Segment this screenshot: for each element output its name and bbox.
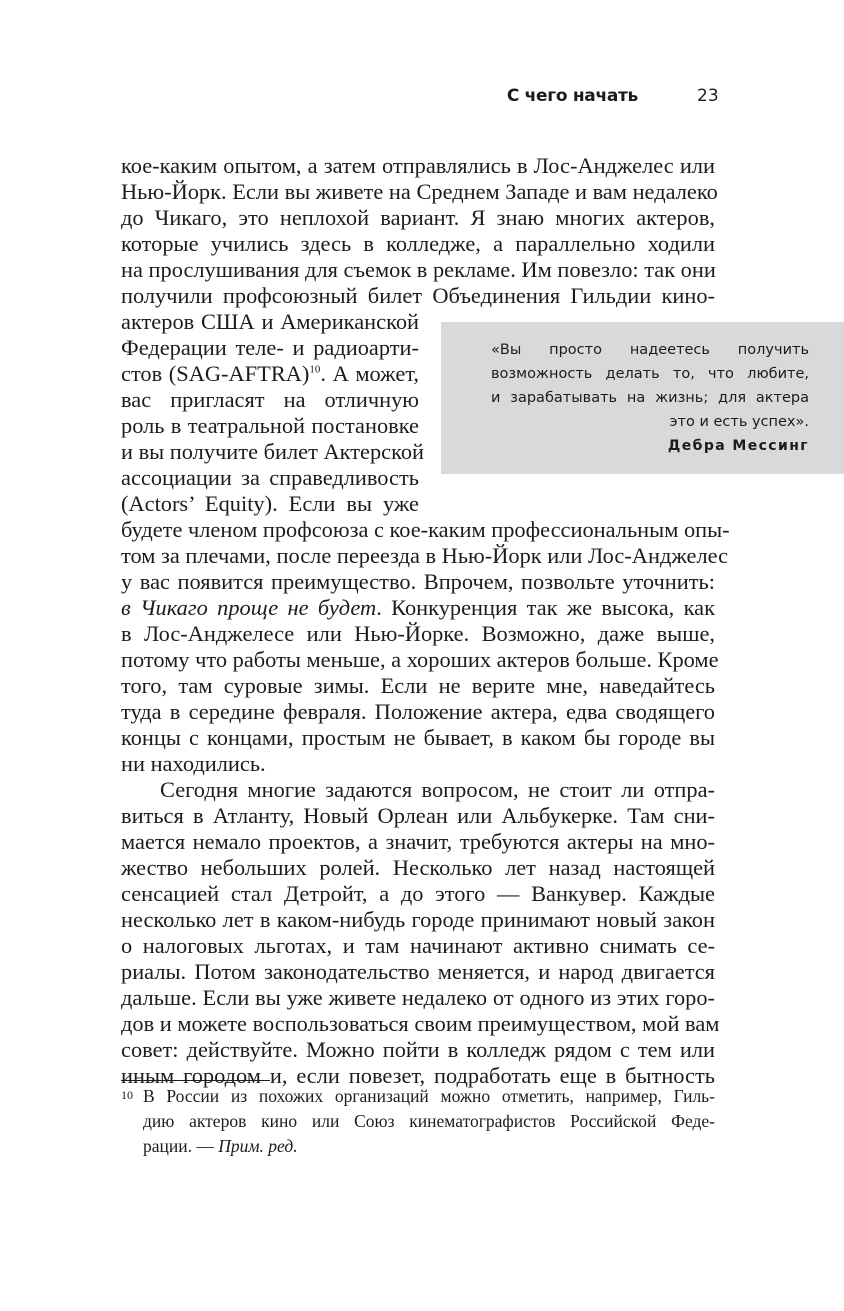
running-header <box>0 86 844 116</box>
footnote-divider <box>121 1080 270 1081</box>
italic-emphasis: в Чикаго проще не будет <box>121 595 377 620</box>
text-line: жество небольших ролей. Несколько лет назад настоящей <box>121 855 715 880</box>
text-line: дальше. Если вы уже живете недалеко от одного из этих горо- <box>121 985 715 1010</box>
text-line: и вы получите билет Актерской <box>121 439 425 464</box>
footnote-line: В России из похожих организаций можно отметить, например, Гиль- <box>143 1086 715 1106</box>
text-line: которые учились здесь в колледже, а параллельно ходили <box>121 231 715 256</box>
text-line: кое-каким опытом, а затем отправлялись в Лос-Анджелес или <box>121 153 715 178</box>
pull-quote-line: «Вы просто надеетесь получить <box>491 342 809 358</box>
text-line: ни находились. <box>121 751 266 776</box>
text-line: мается немало проектов, а значит, требуются актеры на мно- <box>121 829 715 854</box>
text-line: том за плечами, после переезда в Нью-Йорк или Лос-Анджелес <box>121 543 729 568</box>
text-line: сенсацией стал Детройт, а до этого — Ванкувер. Каждые <box>121 881 715 906</box>
section-title: С чего начать <box>506 86 638 106</box>
text-line: (Actors’ Equity). Если вы уже <box>121 491 419 516</box>
text-line: актеров США и Американской <box>121 309 419 334</box>
pull-quote-line: и зарабатывать на жизнь; для актера <box>491 390 809 406</box>
text-line: в Лос-Анджелесе или Нью-Йорке. Возможно, даже выше, <box>121 621 715 646</box>
text-line: на прослушивания для съемок в рекламе. Им повезло: так они <box>121 257 716 282</box>
footnote-marker: 10 <box>121 1088 133 1102</box>
text-line: того, там суровые зимы. Если не верите мне, наведайтесь <box>121 673 715 698</box>
editor-note: Прим. ред. <box>218 1136 298 1156</box>
text-line: в Чикаго проще не будет. Конкуренция так же высока, как <box>121 595 715 620</box>
text-line: получили профсоюзный билет Объединения Гильдии кино- <box>121 283 715 308</box>
text-line: концы с концами, простым не бывает, в каком бы городе вы <box>121 725 715 750</box>
pull-quote-line: возможность делать то, что любите, <box>491 366 809 382</box>
text-line: потому что работы меньше, а хороших актеров больше. Кроме <box>121 647 719 672</box>
pull-quote <box>441 322 844 474</box>
text-line: Сегодня многие задаются вопросом, не стоит ли отпра- <box>160 777 715 802</box>
text-line: Нью-Йорк. Если вы живете на Среднем Западе и вам недалеко <box>121 179 718 204</box>
text-line: ассоциации за справедливость <box>121 465 419 490</box>
text-line: риалы. Потом законодательство меняется, и народ двигается <box>121 959 715 984</box>
text-line: до Чикаго, это неплохой вариант. Я знаю многих актеров, <box>121 205 715 230</box>
text-line: стов (SAG-AFTRA)$^{10}$. А может, <box>121 361 419 386</box>
text-line: иным городом и, если повезет, подработать еще в бытность <box>121 1063 715 1088</box>
pull-quote-line: это и есть успех». <box>669 414 809 430</box>
text-line: туда в середине февраля. Положение актера, едва сводящего <box>121 699 715 724</box>
text-line: Федерации теле- и радиоарти- <box>121 335 419 360</box>
text-line: несколько лет в каком-нибудь городе принимают новый закон <box>121 907 715 932</box>
footnote-reference: 10 <box>309 363 321 376</box>
page-number: 23 <box>697 86 719 106</box>
footnote-line: дию актеров кино или Союз кинематографистов Российской Феде- <box>143 1111 715 1131</box>
text-line: у вас появится преимущество. Впрочем, позвольте уточнить: <box>121 569 715 594</box>
pull-quote-author: Дебра Мессинг <box>667 438 809 454</box>
text-line: о налоговых льготах, и там начинают активно снимать се- <box>121 933 715 958</box>
text-line: виться в Атланту, Новый Орлеан или Альбукерке. Там сни- <box>121 803 715 828</box>
text-line: совет: действуйте. Можно пойти в колледж рядом с тем или <box>121 1037 715 1062</box>
text-line: вас пригласят на отличную <box>121 387 419 412</box>
text-line: будете членом профсоюза с кое-каким профессиональным опы- <box>121 517 730 542</box>
text-line: дов и можете воспользоваться своим преимуществом, мой вам <box>121 1011 720 1036</box>
text-line: роль в театральной постановке <box>121 413 419 438</box>
footnote-line: рации. — Прим. ред. <box>143 1136 298 1156</box>
